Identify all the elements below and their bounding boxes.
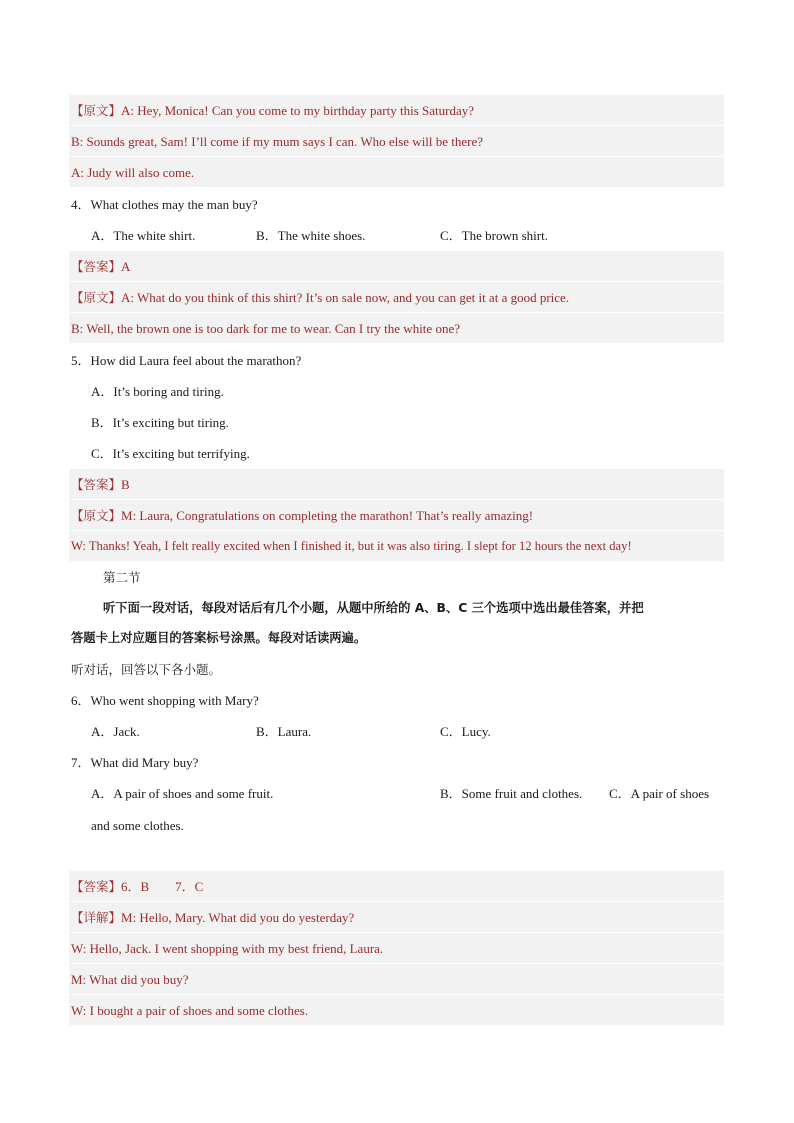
transcript-text: A: Hey, Monica! Can you come to my birthday party this Saturday?	[121, 103, 474, 118]
detail-line	[69, 902, 724, 933]
transcript-line	[69, 95, 724, 126]
q6-option-c: C．Lucy.	[440, 724, 491, 739]
transcript-line: A: Judy will also come.	[69, 157, 724, 188]
q7-option-b: B．Some fruit and clothes.	[440, 786, 583, 801]
question-5-stem: 5．How did Laura feel about the marathon?	[71, 353, 302, 368]
q7-option-a: A．A pair of shoes and some fruit.	[91, 786, 274, 801]
section-heading: 第二节	[103, 570, 141, 585]
q4-option-b: B．The white shoes.	[256, 228, 366, 243]
question-4-stem: 4．What clothes may the man buy?	[71, 197, 258, 212]
transcript-line: M: What did you buy?	[69, 964, 724, 995]
transcript-line: B: Well, the brown one is too dark for me to wear. Can I try the white one?	[69, 313, 724, 344]
q5-option-c: C．It’s exciting but terrifying.	[91, 446, 250, 461]
original-text-tag: 【原文】	[71, 290, 122, 305]
section-instruction: 答题卡上对应题目的答案标号涂黑。每段对话读两遍。	[71, 631, 367, 645]
answer-line	[69, 469, 724, 500]
answer-value: B	[121, 477, 130, 492]
answer-line	[69, 251, 724, 282]
q5-option-b: B．It’s exciting but tiring.	[91, 415, 229, 430]
question-6-stem: 6．Who went shopping with Mary?	[71, 693, 259, 708]
q4-option-c: C．The brown shirt.	[440, 228, 548, 243]
original-text-tag: 【原文】	[71, 103, 122, 118]
transcript-text: A: What do you think of this shirt? It’s on sale now, and you can get it at a good price.	[121, 290, 570, 305]
answer-line	[69, 871, 724, 902]
q6-option-a: A．Jack.	[91, 724, 140, 739]
transcript-line: B: Sounds great, Sam! I’ll come if my mum says I can. Who else will be there?	[69, 126, 724, 157]
transcript-text: M: Laura, Congratulations on completing the marathon! That’s really amazing!	[121, 508, 534, 523]
q7-option-c: C．A pair of shoes	[609, 786, 710, 801]
transcript-line: W: I bought a pair of shoes and some clothes.	[69, 995, 724, 1026]
question-7-stem: 7．What did Mary buy?	[71, 755, 199, 770]
q7-option-c-continued: and some clothes.	[91, 818, 184, 833]
q5-option-a: A．It’s boring and tiring.	[91, 384, 224, 399]
transcript-line	[69, 500, 724, 531]
answer-tag: 【答案】	[71, 477, 122, 492]
original-text-tag: 【原文】	[71, 508, 122, 523]
q6-option-b: B．Laura.	[256, 724, 312, 739]
answer-tag: 【答案】	[71, 259, 122, 274]
answer-value: 6．B 7．C	[121, 879, 204, 894]
transcript-line	[69, 282, 724, 313]
q4-option-a: A．The white shirt.	[91, 228, 196, 243]
section-instruction: 听下面一段对话，每段对话后有几个小题，从题中所给的 A、B、C 三个选项中选出最佳答案，并把	[103, 601, 644, 615]
transcript-line: W: Hello, Jack. I went shopping with my best friend, Laura.	[69, 933, 724, 964]
answer-tag: 【答案】	[71, 879, 122, 894]
listening-prompt: 听对话，回答以下各小题。	[71, 662, 222, 677]
transcript-line: W: Thanks! Yeah, I felt really excited when I finished it, but it was also tiring. I slept for 12 hours the next day!	[69, 531, 724, 562]
answer-value: A	[121, 259, 131, 274]
detail-tag: 【详解】	[71, 910, 122, 925]
transcript-text: M: Hello, Mary. What did you do yesterday?	[121, 910, 355, 925]
